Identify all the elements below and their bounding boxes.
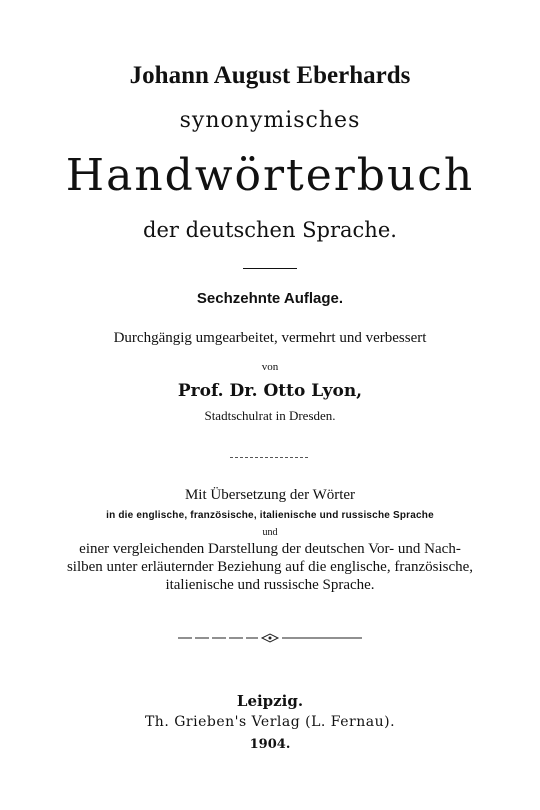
translation-line: Mit Übersetzung der Wörter: [184, 487, 356, 503]
by-label: von: [261, 361, 279, 373]
subtitle-top: synonymisches: [179, 108, 361, 133]
main-title: Handwörterbuch: [65, 150, 475, 201]
publication-place: Leipzig.: [236, 692, 304, 710]
author-name: Johann August Eberhards: [129, 62, 411, 89]
ornament-rule-icon: [178, 632, 362, 644]
publisher-name: Th. Grieben's Verlag (L. Fernau).: [144, 714, 396, 730]
languages-line: in die englische, französische, italienische und russische Sprache: [106, 510, 434, 521]
editor-name: Prof. Dr. Otto Lyon,: [177, 381, 363, 401]
subtitle-bottom: der deutschen Sprache.: [143, 218, 397, 242]
description-line-3: italienische und russische Sprache.: [165, 577, 375, 593]
editor-role: Stadtschulrat in Dresden.: [204, 408, 336, 423]
description-paragraph: [0, 540, 540, 594]
description-line-1: einer vergleichenden Darstellung der deutschen Vor- und Nach-: [79, 541, 461, 557]
title-divider-rule: [243, 268, 297, 269]
publication-year: 1904.: [249, 737, 291, 752]
and-label: und: [262, 527, 278, 538]
revision-note: Durchgängig umgearbeitet, vermehrt und verbessert: [113, 330, 427, 346]
dashed-divider-rule: [230, 457, 308, 458]
edition-label: Sechzehnte Auflage.: [196, 290, 344, 307]
description-line-2: silben unter erläuternder Beziehung auf die englische, französische,: [66, 559, 474, 575]
